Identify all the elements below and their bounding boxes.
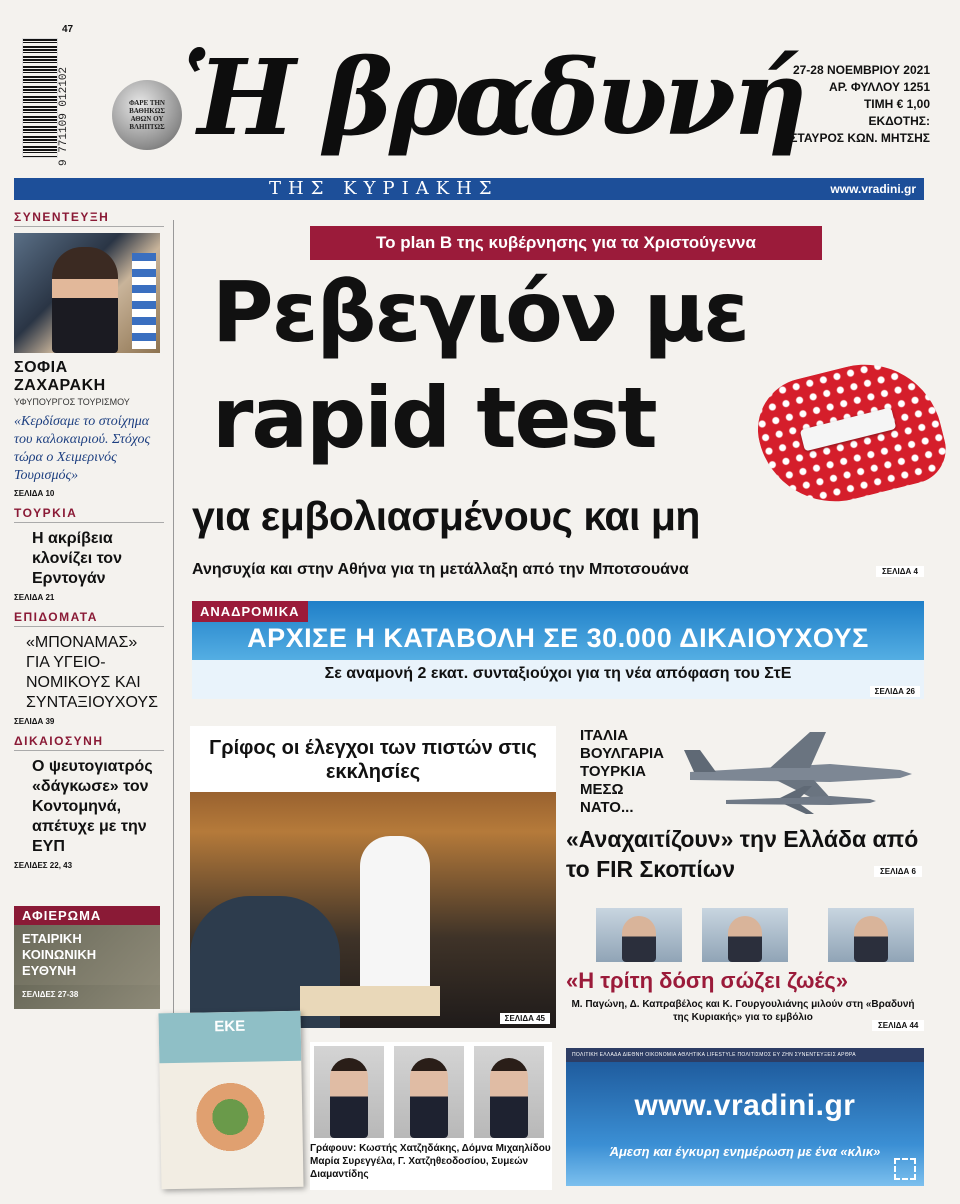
- lead-headline-line1[interactable]: Ρεβεγιόν με: [212, 263, 748, 361]
- anadromika-page: ΣΕΛΙΔΑ 26: [870, 686, 920, 697]
- cursor-icon: [894, 1158, 916, 1180]
- promo-slogan: Άμεση και έγκυρη ενημέρωση με ένα «κλικ»: [609, 1144, 881, 1159]
- section-justice: ΔΙΚΑΙΟΣΥΝΗ: [14, 734, 164, 751]
- masthead-title: Ἡ βραδυνή: [182, 36, 804, 159]
- mask-with-test-image: [747, 348, 953, 518]
- benefits-headline[interactable]: «ΜΠΟΝΑΜΑΣ» ΓΙΑ ΥΓΕΙΟ-ΝΟΜΙΚΟΥΣ ΚΑΙ ΣΥΝΤΑΞΙΟΥΧΟΥΣ: [26, 634, 158, 711]
- church-headline: Γρίφος οι έλεγχοι των πιστών στις εκκλησίες: [190, 726, 556, 792]
- anadromika-sub: Σε αναμονή 2 εκατ. συνταξιούχοι για τη νέα απόφαση του ΣτΕ: [324, 665, 792, 682]
- interview-page: ΣΕΛΙΔΑ 10: [14, 489, 55, 498]
- esg-supplement-cover[interactable]: [158, 1011, 303, 1189]
- table-shape: [300, 986, 440, 1016]
- esg-title: ΕΚΕ: [158, 1011, 301, 1063]
- person-figure: [52, 247, 118, 353]
- lead-headline-line2[interactable]: rapid test: [212, 369, 656, 467]
- fir-page: ΣΕΛΙΔΑ 6: [874, 866, 922, 877]
- lead-page: ΣΕΛΙΔΑ 4: [876, 566, 924, 577]
- fir-headline[interactable]: «Αναχαιτίζουν» την Ελλάδα από το FIR Σκοπίων: [566, 826, 919, 882]
- thumb-pagoni: [596, 908, 682, 962]
- interview-role: ΥΦΥΠΟΥΡΓΟΣ ΤΟΥΡΙΣΜΟΥ: [14, 397, 130, 407]
- promo-nav: ΠΟΛΙΤΙΚΗ ΕΛΛΑΔΑ ΔΙΕΘΝΗ ΟΙΚΟΝΟΜΙΑ ΑΘΛΗΤΙΚΑ LIFESTYLE ΠΟΛΙΤΙΣΜΟΣ ΕΥ ΖΗΝ ΣΥΝΕΝΤΕΥΞΕΙΣ ΑΡΘΡΑ: [572, 1052, 856, 1058]
- tribute-headline: ΕΤΑΙΡΙΚΗ ΚΟΙΝΩΝΙΚΗ ΕΥΘΥΝΗ: [14, 925, 160, 985]
- authors-caption: Γράφουν: Κωστής Χατζηδάκης, Δόμνα Μιχαηλίδου Μαρία Συρεγγέλα, Γ. Χατζηθεοδοσίου, Συμεών Διαμαντίδης: [310, 1143, 551, 1180]
- dose-sub: Μ. Παγώνη, Δ. Καπραβέλος και Κ. Γουργουλιάνης μιλούν στη «Βραδυνή της Κυριακής» για το εμβόλιο: [571, 999, 915, 1023]
- lead-subheadline: Ανησυχία και στην Αθήνα για τη μετάλλαξη από την Μποτσουάνα: [192, 561, 689, 578]
- promo-url[interactable]: www.vradini.gr: [634, 1089, 856, 1122]
- author-photo-3: [474, 1046, 544, 1138]
- rapid-test-icon: [800, 407, 897, 451]
- justice-headline[interactable]: Ο ψευτογιατρός «δάγκωσε» τον Κοντομηνά, απέτυχε με την ΕΥΠ: [32, 758, 153, 855]
- section-interview: ΣΥΝΕΝΤΕΥΞΗ: [14, 210, 164, 227]
- barcode: [22, 38, 58, 158]
- tribute-box[interactable]: [14, 906, 160, 1009]
- interview-photo: [14, 233, 160, 353]
- coin-logo: ΦΑΡΕ ΤΗΝ ΒΑΘΗΚΩΣ ΑΘΩΝ ΟΥ ΒΛΗΠΤΩΣ: [112, 80, 182, 150]
- anadromika-box[interactable]: [192, 601, 924, 699]
- justice-page: ΣΕΛΙΔΕΣ 22, 43: [14, 861, 73, 870]
- issue-meta: [790, 62, 930, 147]
- section-benefits: ΕΠΙΔΟΜΑΤΑ: [14, 610, 164, 627]
- anadromika-headline: ΑΡΧΙΣΕ Η ΚΑΤΑΒΟΛΗ ΣΕ 30.000 ΔΙΚΑΙΟΥΧΟΥΣ: [247, 623, 869, 653]
- masthead-subtitle: ΤΗΣ ΚΥΡΙΑΚΗΣ: [269, 178, 499, 199]
- hands-globe-icon: [190, 1081, 271, 1152]
- thumb-kapravelos: [702, 908, 788, 962]
- anadromika-tag: ΑΝΑΔΡΟΜΙΚΑ: [192, 601, 308, 622]
- masthead-url[interactable]: www.vradini.gr: [830, 182, 916, 196]
- authors-box: [310, 1042, 552, 1190]
- subtitle-bar: [14, 178, 924, 200]
- author-photo-1: [314, 1046, 384, 1138]
- turkey-page: ΣΕΛΙΔΑ 21: [14, 593, 55, 602]
- issue-number: ΑΡ. ΦΥΛΛΟΥ 1251: [829, 80, 930, 94]
- tribute-page: ΣΕΛΙΔΕΣ 27-38: [14, 985, 160, 1009]
- thumb-gourgoulianis: [828, 908, 914, 962]
- medic-figure: [360, 836, 430, 1006]
- fir-kicker: ΙΤΑΛΙΑ ΒΟΥΛΓΑΡΙΑ ΤΟΥΡΚΙΑ ΜΕΣΩ ΝΑΤΟ...: [580, 727, 664, 816]
- greek-flag-icon: [132, 253, 156, 349]
- issue-price: ΤΙΜΗ € 1,00: [863, 97, 930, 111]
- lead-tag: Το plan B της κυβέρνησης για τα Χριστούγεννα: [310, 226, 822, 260]
- benefits-page: ΣΕΛΙΔΑ 39: [14, 717, 55, 726]
- lead-headline-line3[interactable]: για εμβολιασμένους και μη: [192, 493, 700, 539]
- interview-quote[interactable]: «Κερδίσαμε το στοίχημα του καλοκαιριού. Στόχος τώρα ο Χειμερινός Τουρισμός»: [14, 414, 151, 483]
- sidebar: [14, 210, 164, 1009]
- section-tribute: ΑΦΙΕΡΩΜΑ: [14, 906, 160, 925]
- interview-name: ΣΟΦΙΑ ΖΑΧΑΡΑΚΗ: [14, 359, 106, 394]
- author-photo-2: [394, 1046, 464, 1138]
- church-story[interactable]: [190, 726, 556, 1028]
- barcode-number: 9 771109 012102: [58, 66, 70, 166]
- barcode-issue: 47: [62, 24, 74, 35]
- dose-headline[interactable]: «Η τρίτη δόση σώζει ζωές»: [566, 968, 849, 993]
- church-page: ΣΕΛΙΔΑ 45: [500, 1013, 550, 1024]
- turkey-headline[interactable]: Η ακρίβεια κλονίζει τον Ερντογάν: [32, 530, 122, 587]
- publisher-label: ΕΚΔΟΤΗΣ:: [868, 114, 930, 128]
- fighter-jet-small-icon: [720, 786, 880, 814]
- column-divider: [173, 220, 174, 1050]
- website-promo[interactable]: [566, 1048, 924, 1186]
- issue-date: 27-28 ΝΟΕΜΒΡΙΟΥ 2021: [792, 63, 930, 77]
- publisher-name: ΣΤΑΥΡΟΣ ΚΩΝ. ΜΗΤΣΗΣ: [790, 131, 930, 145]
- doctors-thumbs: [576, 908, 922, 964]
- section-turkey: ΤΟΥΡΚΙΑ: [14, 506, 164, 523]
- dose-page: ΣΕΛΙΔΑ 44: [872, 1020, 924, 1031]
